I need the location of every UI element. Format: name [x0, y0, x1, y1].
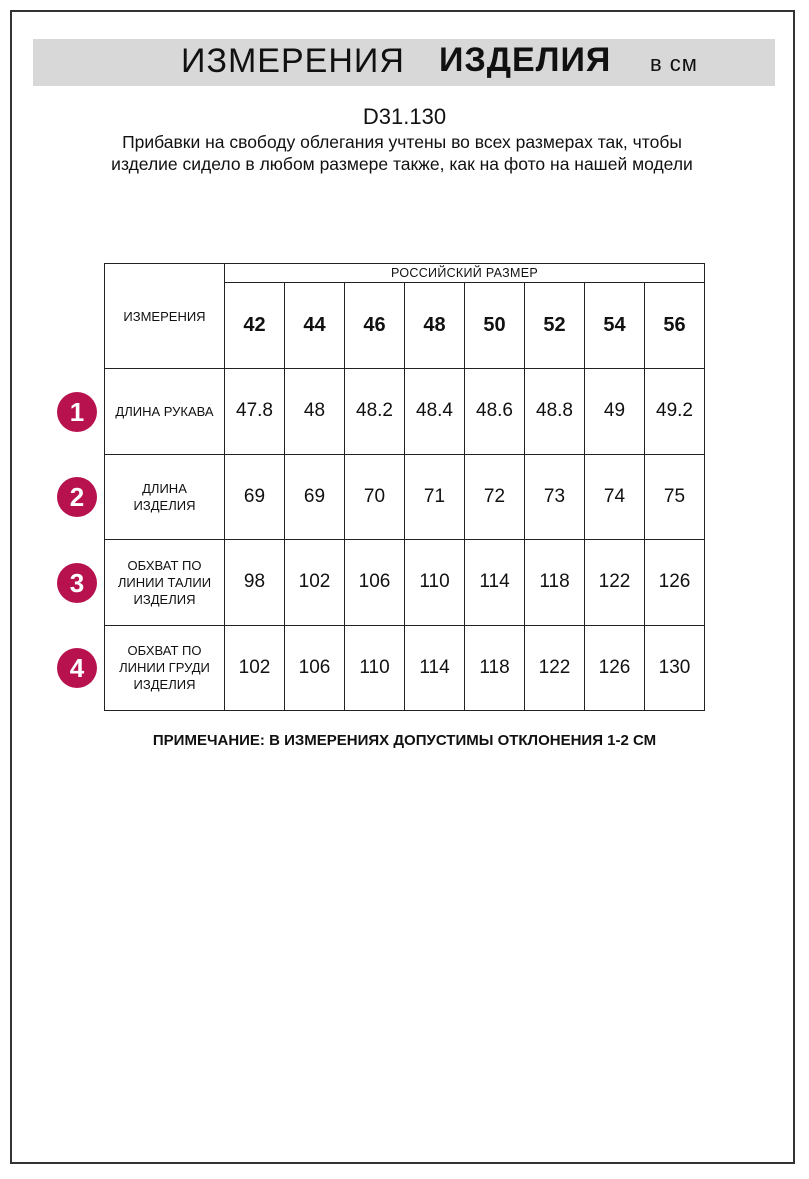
table-cell: 122: [525, 625, 585, 711]
table-cell: 49.2: [645, 369, 705, 455]
table-cell: 69: [225, 454, 285, 540]
size-header: 48: [405, 283, 465, 369]
size-header: 46: [345, 283, 405, 369]
article-code: D31.130: [362, 104, 447, 129]
size-header: 52: [525, 283, 585, 369]
table-cell: 98: [225, 540, 285, 626]
table-cell: 47.8: [225, 369, 285, 455]
table-cell: 126: [585, 625, 645, 711]
table-cell: 48: [285, 369, 345, 455]
table-cell: 122: [585, 540, 645, 626]
table-row: [105, 625, 705, 711]
title-word-product: ИЗДЕЛИЯ: [439, 41, 612, 79]
size-header: 42: [225, 283, 285, 369]
table-row: [105, 369, 705, 455]
row-label: ДЛИНА ИЗДЕЛИЯ: [105, 454, 225, 540]
table-cell: 69: [285, 454, 345, 540]
table-cell: 114: [405, 625, 465, 711]
row-label: ОБХВАТ ПО ЛИНИИ ГРУДИ ИЗДЕЛИЯ: [105, 625, 225, 711]
row-number-badge: 4: [57, 648, 97, 688]
title-word-measurements: ИЗМЕРЕНИЯ: [181, 42, 405, 80]
table-cell: 110: [405, 540, 465, 626]
size-group-header: РОССИЙСКИЙ РАЗМЕР: [225, 264, 705, 283]
size-header: 44: [285, 283, 345, 369]
size-header: 54: [585, 283, 645, 369]
corner-label: ИЗМЕРЕНИЯ: [105, 264, 225, 369]
table-row: [105, 454, 705, 540]
tolerance-footnote: ПРИМЕЧАНИЕ: В ИЗМЕРЕНИЯХ ДОПУСТИМЫ ОТКЛОНЕНИЯ 1-2 СМ: [152, 732, 657, 749]
table-cell: 102: [225, 625, 285, 711]
row-number-badge: 3: [57, 563, 97, 603]
table-cell: 48.6: [465, 369, 525, 455]
table-row: [105, 540, 705, 626]
table-cell: 74: [585, 454, 645, 540]
table-cell: 106: [285, 625, 345, 711]
table-cell: 70: [345, 454, 405, 540]
table-cell: 118: [465, 625, 525, 711]
table-cell: 130: [645, 625, 705, 711]
table-cell: 106: [345, 540, 405, 626]
table-cell: 48.8: [525, 369, 585, 455]
row-label: ОБХВАТ ПО ЛИНИИ ТАЛИИ ИЗДЕЛИЯ: [105, 540, 225, 626]
size-header: 50: [465, 283, 525, 369]
title-unit: в см: [650, 51, 698, 76]
row-number-badge: 1: [57, 392, 97, 432]
table-cell: 118: [525, 540, 585, 626]
table-cell: 48.4: [405, 369, 465, 455]
row-number-badge: 2: [57, 477, 97, 517]
table-cell: 48.2: [345, 369, 405, 455]
row-label: ДЛИНА РУКАВА: [105, 369, 225, 455]
table-cell: 110: [345, 625, 405, 711]
size-table: [104, 263, 705, 711]
table-cell: 73: [525, 454, 585, 540]
fit-note: Прибавки на свободу облегания учтены во всех размерах так, чтобы изделие сидело в любом размере также, как на фото на нашей модели: [111, 132, 693, 174]
table-cell: 102: [285, 540, 345, 626]
table-cell: 49: [585, 369, 645, 455]
title-banner: [33, 39, 775, 86]
table-cell: 126: [645, 540, 705, 626]
size-header: 56: [645, 283, 705, 369]
table-cell: 75: [645, 454, 705, 540]
table-cell: 72: [465, 454, 525, 540]
table-cell: 71: [405, 454, 465, 540]
table-cell: 114: [465, 540, 525, 626]
